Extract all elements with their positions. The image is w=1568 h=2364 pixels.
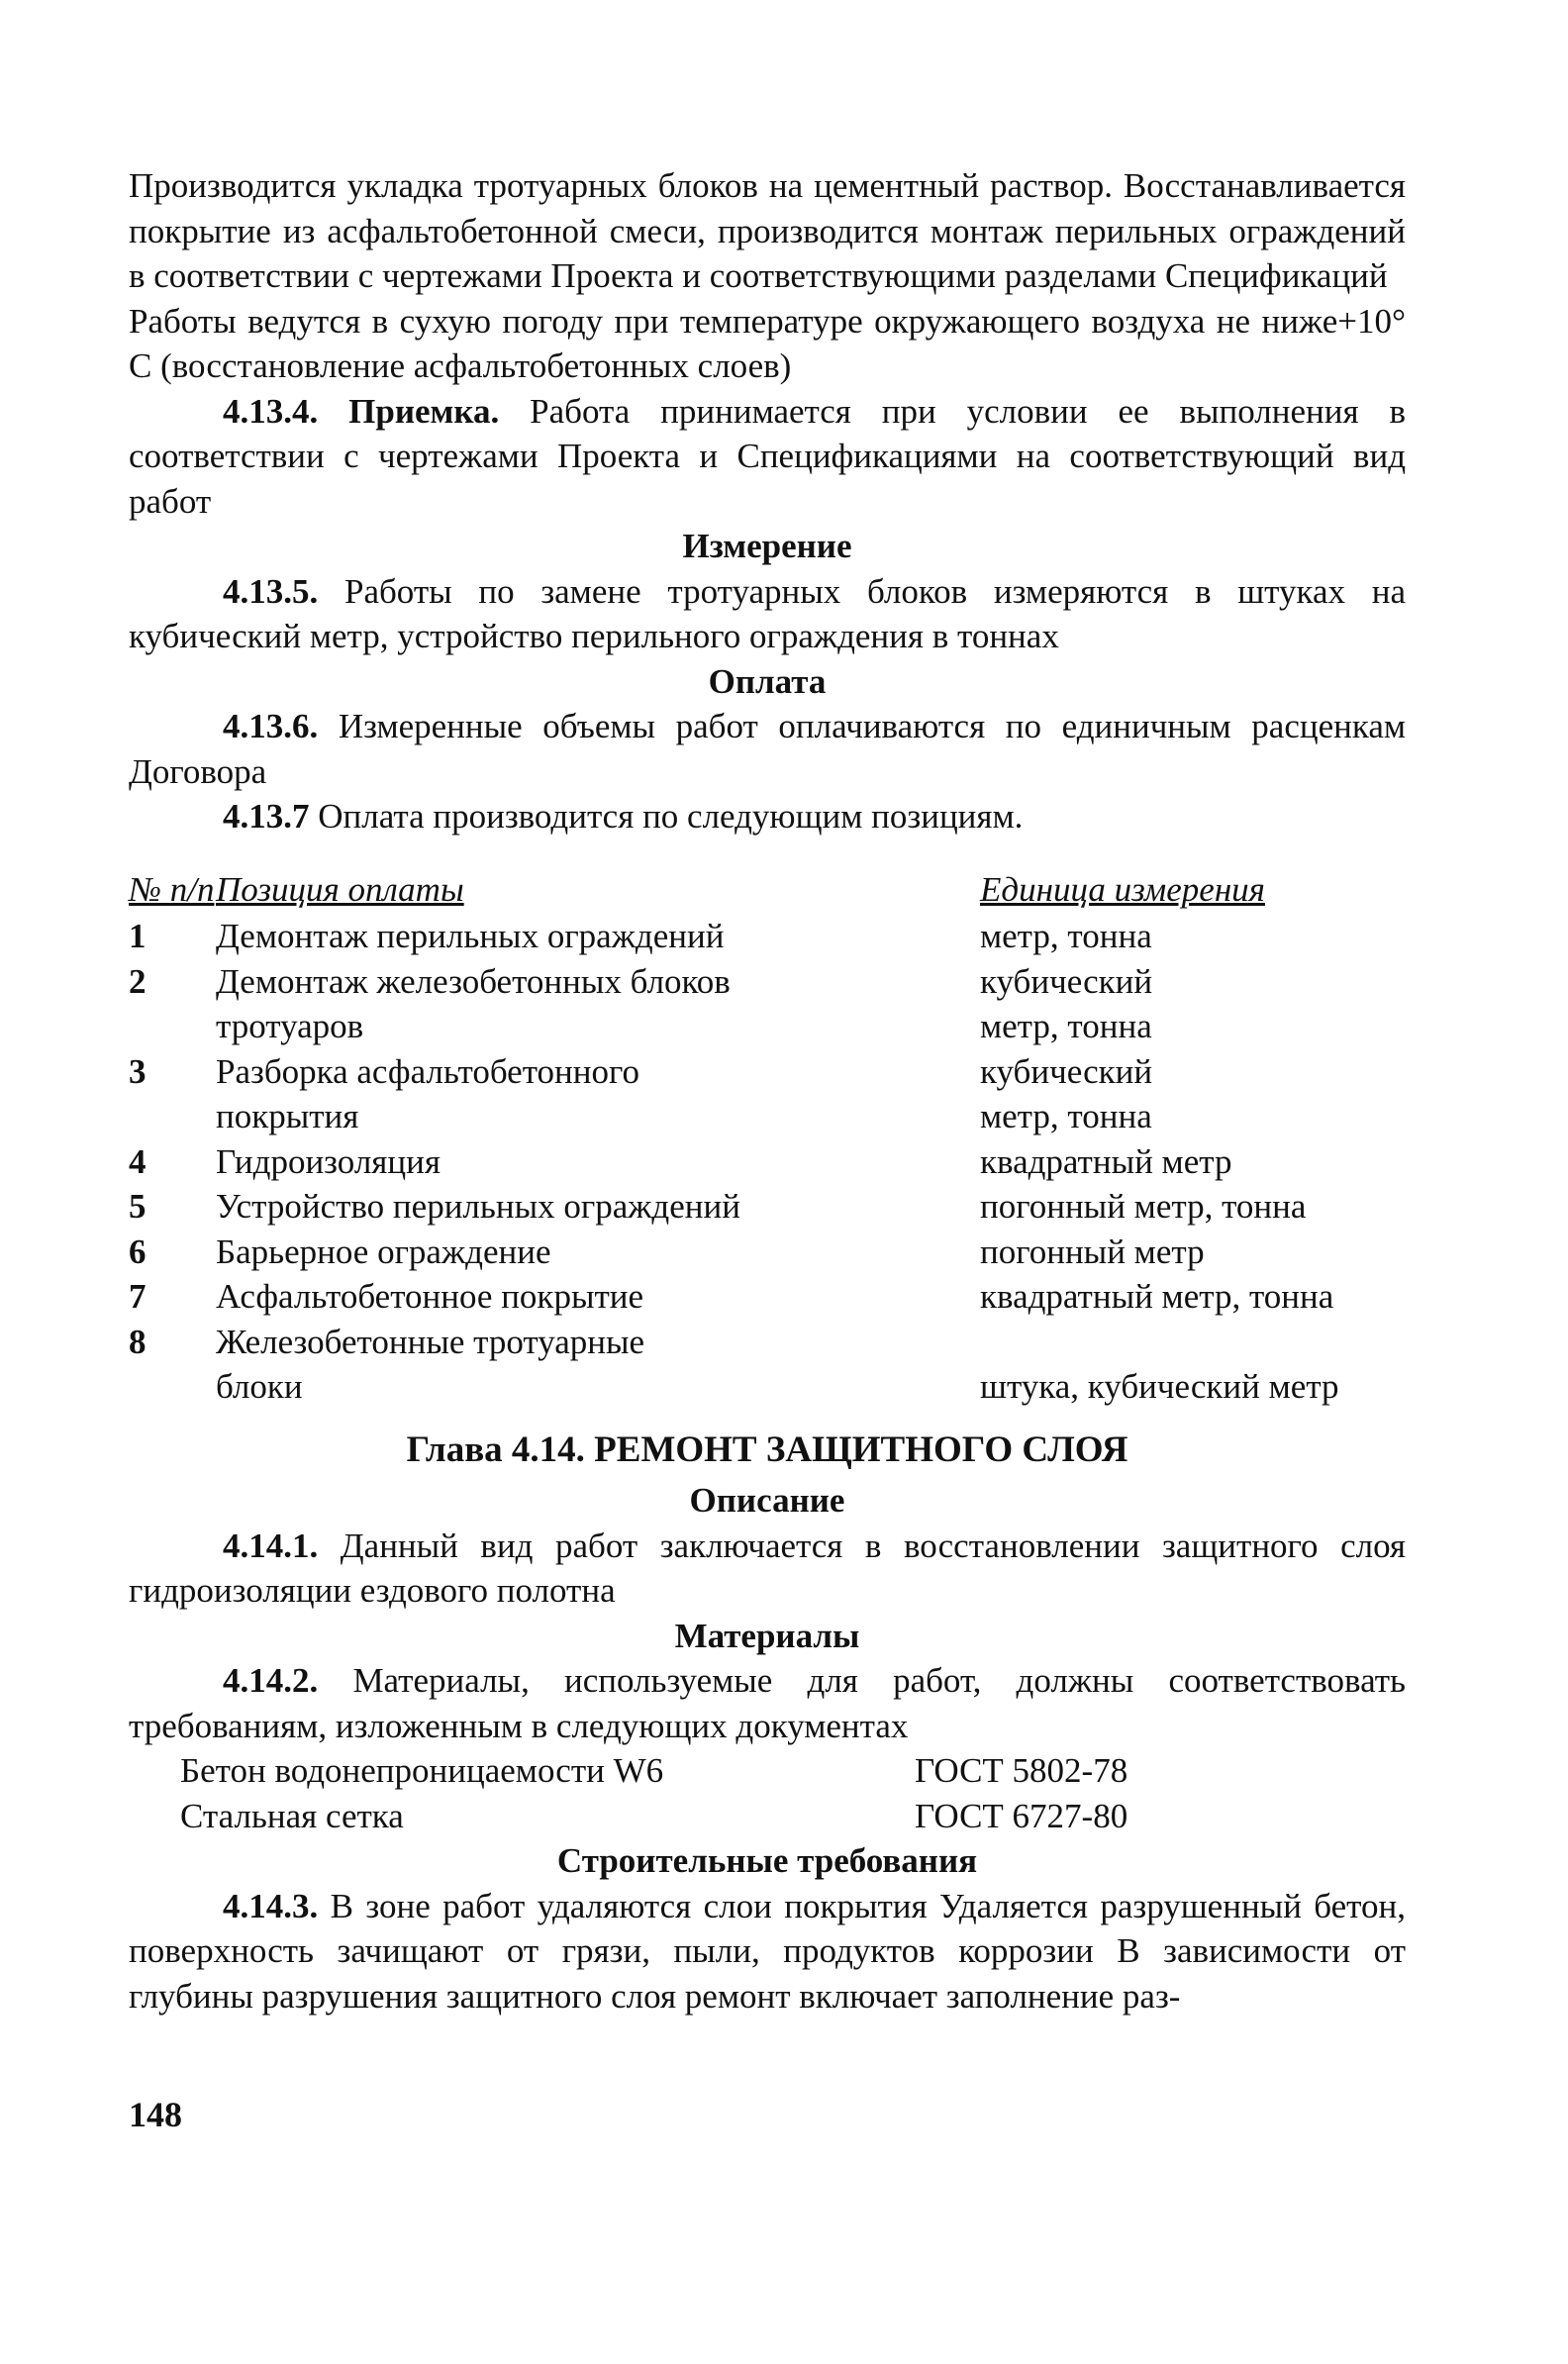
row-position: Гидроизоляция [216, 1141, 441, 1181]
table-row [129, 1274, 1406, 1320]
row-position: блоки [216, 1367, 303, 1406]
paragraph-number: 4.13.7 [223, 797, 310, 836]
material-name: Бетон водонепроницаемости W6 [180, 1751, 664, 1790]
row-position: покрытия [216, 1097, 359, 1135]
row-unit: кубический [980, 1051, 1153, 1091]
row-position: Демонтаж железобетонных блоков [216, 961, 731, 1001]
row-unit: погонный метр, тонна [980, 1187, 1307, 1226]
document-page [129, 163, 1406, 2019]
paragraph-text: В зоне работ удаляются слои покрытия Удаляется разрушенный бетон, поверхность зачищают от грязи, пыли, продуктов коррозии В зависимости от глубины разрушения защитного слоя ремонт включает заполнение раз- [129, 1886, 1406, 2016]
row-position: Асфальтобетонное покрытие [216, 1277, 644, 1316]
row-number: 5 [129, 1187, 147, 1226]
paragraph-number: 4.14.1. [223, 1526, 319, 1565]
header-unit: Единица измерения [980, 869, 1265, 909]
row-number: 2 [129, 961, 147, 1001]
table-row [129, 1184, 1406, 1230]
paragraph-text: Работа принимается при условии ее выполнения в соответствии с чертежами Проекта и Спецификациями на соответствующий вид работ [129, 391, 1406, 521]
table-row [129, 1320, 1406, 1365]
paragraph-text: Оплата производится по следующим позициям. [318, 797, 1024, 836]
header-num: № п/п [129, 869, 215, 909]
table-row [129, 1049, 1406, 1095]
heading-payment: Оплата [708, 661, 827, 701]
paragraph-number: 4.14.3. [223, 1886, 319, 1925]
heading-materials: Материалы [674, 1616, 860, 1655]
payment-table [129, 867, 1406, 1410]
row-number: 8 [129, 1322, 147, 1361]
row-unit: метр, тонна [980, 1007, 1152, 1045]
paragraph-number: 4.13.6. [223, 707, 319, 745]
paragraph-4-13-5 [129, 569, 1406, 659]
row-unit: метр, тонна [980, 1097, 1152, 1135]
table-row [129, 959, 1406, 1005]
row-position: тротуаров [216, 1007, 364, 1045]
heading-construction: Строительные требования [556, 1841, 978, 1880]
row-unit: кубический [980, 961, 1153, 1001]
header-position: Позиция оплаты [216, 869, 464, 909]
chapter-title: Глава 4.14. РЕМОНТ ЗАЩИТНОГО СЛОЯ [406, 1428, 1128, 1470]
page-number: 148 [129, 2095, 182, 2134]
paragraph-4-14-2 [129, 1658, 1406, 1748]
intro-paragraph: Производится укладка тротуарных блоков на цементный раствор. Восстанавливается покрытие из асфальтобетонной смеси, производится монтаж перильных ограждений в соответствии с чертежами Проекта и соответствующими разделами Спецификаций [129, 166, 1406, 295]
material-row [129, 1748, 1406, 1794]
row-unit: квадратный метр [980, 1141, 1232, 1181]
row-position: Барьерное ограждение [216, 1231, 551, 1271]
paragraph-4-14-1 [129, 1524, 1406, 1614]
paragraph-number: 4.14.2. [223, 1661, 319, 1700]
material-standard: ГОСТ 5802-78 [915, 1751, 1128, 1790]
paragraph-4-13-4 [129, 389, 1406, 525]
payment-table-body [129, 914, 1406, 1410]
material-name: Стальная сетка [180, 1796, 404, 1835]
material-standard: ГОСТ 6727-80 [915, 1796, 1128, 1835]
heading-measure: Измерение [682, 527, 852, 565]
materials-list [129, 1748, 1406, 1838]
table-row [129, 1004, 1406, 1049]
paragraph-text: Данный вид работ заключается в восстановлении защитного слоя гидроизоляции ездового полотна [129, 1526, 1406, 1610]
table-row [129, 1139, 1406, 1185]
heading-description: Описание [689, 1481, 845, 1520]
row-number: 3 [129, 1051, 147, 1091]
row-position: Разборка асфальтобетонного [216, 1051, 639, 1091]
conditions-paragraph: Работы ведутся в сухую погоду при температуре окружающего воздуха не ниже+10° С (восстановление асфальтобетонных слоев) [129, 301, 1406, 385]
paragraph-4-13-6 [129, 704, 1406, 794]
payment-table-header [129, 867, 1406, 913]
paragraph-number: 4.13.5. [223, 571, 319, 611]
row-position: Железобетонные тротуарные [216, 1322, 645, 1361]
row-number: 7 [129, 1277, 147, 1316]
row-unit: метр, тонна [980, 917, 1152, 955]
paragraph-4-13-7 [129, 794, 1406, 839]
row-unit: квадратный метр, тонна [980, 1277, 1334, 1316]
row-position: Устройство перильных ограждений [216, 1187, 740, 1226]
table-row [129, 1364, 1406, 1410]
material-row [129, 1794, 1406, 1839]
paragraph-text: Работы по замене тротуарных блоков измеряются в штуках на кубический метр, устройство перильного ограждения в тоннах [129, 571, 1406, 655]
row-unit: штука, кубический метр [980, 1367, 1339, 1406]
table-row [129, 914, 1406, 959]
paragraph-text: Измеренные объемы работ оплачиваются по единичным расценкам Договора [129, 707, 1407, 791]
paragraph-text: Материалы, используемые для работ, должны соответствовать требованиям, изложенным в следующих документах [129, 1661, 1406, 1745]
table-row [129, 1094, 1406, 1139]
row-number: 1 [129, 917, 147, 955]
row-unit: погонный метр [980, 1231, 1205, 1271]
paragraph-number: 4.13.4. [223, 391, 319, 431]
row-number: 4 [129, 1141, 147, 1181]
paragraph-4-14-3 [129, 1884, 1406, 2019]
paragraph-title: Приемка. [348, 391, 500, 431]
table-row [129, 1230, 1406, 1275]
row-number: 6 [129, 1231, 147, 1271]
row-position: Демонтаж перильных ограждений [216, 917, 725, 955]
